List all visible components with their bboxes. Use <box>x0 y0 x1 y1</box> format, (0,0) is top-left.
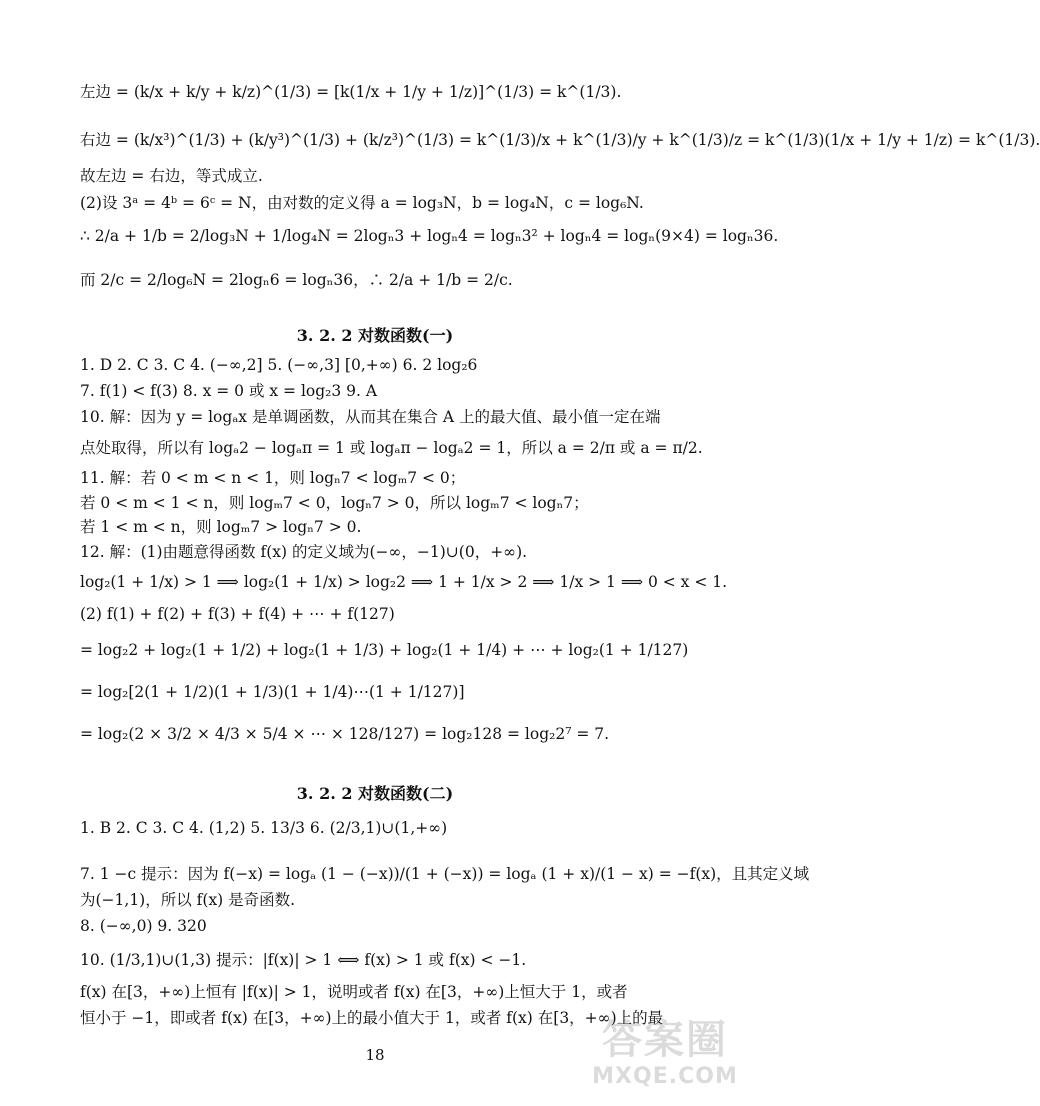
s1-q12-line-2: log₂(1 + 1/x) > 1 ⟹ log₂(1 + 1/x) > log₂2 ⟹ 1 + 1/x > 2 ⟹ 1/x > 1 ⟹ 0 < x < 1. <box>80 573 728 591</box>
s1-q12-line-5: = log₂[2(1 + 1/2)(1 + 1/3)(1 + 1/4)⋯(1 + 1/127)] <box>80 683 465 701</box>
section-heading-1: 3. 2. 2 对数函数(一) <box>296 326 454 345</box>
part2-derivation-line: ∴ 2/a + 1/b = 2/log₃N + 1/log₄N = 2logₙ3 + logₙ4 = logₙ3² + logₙ4 = logₙ(9×4) = logₙ36. <box>80 227 779 245</box>
watermark-text: 答案圈 <box>602 1017 728 1063</box>
s1-answers-7-9: 7. f(1) < f(3) 8. x = 0 或 x = log₂3 9. A <box>80 382 378 400</box>
s1-q12-line-6: = log₂(2 × 3/2 × 4/3 × 5/4 × ⋯ × 128/127) = log₂128 = log₂2⁷ = 7. <box>80 725 610 743</box>
watermark-logo <box>590 1008 740 1098</box>
page-number: 18 <box>365 1046 385 1064</box>
s1-q12-line-3: (2) f(1) + f(2) + f(3) + f(4) + ⋯ + f(127) <box>80 605 395 623</box>
section-heading-2: 3. 2. 2 对数函数(二) <box>296 784 454 803</box>
s1-q12-line-1: 12. 解：(1)由题意得函数 f(x) 的定义域为(−∞，−1)∪(0，+∞). <box>80 543 528 561</box>
proof-conclusion-line: 故左边 = 右边，等式成立. <box>80 167 263 185</box>
part2-setup-line: (2)设 3ᵃ = 4ᵇ = 6ᶜ = N，由对数的定义得 a = log₃N，b = log₄N，c = log₆N. <box>80 194 644 212</box>
watermark-url: MXQE.COM <box>592 1064 738 1089</box>
s1-q12-line-4: = log₂2 + log₂(1 + 1/2) + log₂(1 + 1/3) + log₂(1 + 1/4) + ⋯ + log₂(1 + 1/127) <box>80 641 689 659</box>
proof-right-side-line: 右边 = (k/x³)^(1/3) + (k/y³)^(1/3) + (k/z³)^(1/3) = k^(1/3)/x + k^(1/3)/y + k^(1/3)/z = k^(1/3)(1/x + 1/y + 1/z) = k^(1/3). <box>80 131 1040 149</box>
s2-q7-line-2: 为(−1,1)，所以 f(x) 是奇函数. <box>80 891 296 909</box>
s2-answers-1-6: 1. B 2. C 3. C 4. (1,2) 5. 13/3 6. (2/3,1)∪(1,+∞) <box>80 819 448 837</box>
s1-q10-line-1: 10. 解：因为 y = logₐx 是单调函数，从而其在集合 A 上的最大值、最小值一定在端 <box>80 408 661 426</box>
s1-q11-line-2: 若 0 < m < 1 < n，则 logₘ7 < 0，logₙ7 > 0，所以 logₘ7 < logₙ7； <box>80 494 589 512</box>
s2-q10-line-3: 恒小于 −1，即或者 f(x) 在[3，+∞)上的最小值大于 1，或者 f(x) 在[3，+∞)上的最 <box>80 1009 664 1027</box>
s2-q10-line-2: f(x) 在[3，+∞)上恒有 |f(x)| > 1，说明或者 f(x) 在[3，+∞)上恒大于 1，或者 <box>80 983 628 1001</box>
s1-answers-1-6: 1. D 2. C 3. C 4. (−∞,2] 5. (−∞,3] [0,+∞) 6. 2 log₂6 <box>80 356 478 374</box>
s1-q11-line-3: 若 1 < m < n，则 logₘ7 > logₙ7 > 0. <box>80 518 362 536</box>
part2-final-line: 而 2/c = 2/log₆N = 2logₙ6 = logₙ36，∴ 2/a + 1/b = 2/c. <box>80 271 513 289</box>
proof-left-side-line: 左边 = (k/x + k/y + k/z)^(1/3) = [k(1/x + 1/y + 1/z)]^(1/3) = k^(1/3). <box>80 83 622 101</box>
s2-q10-line-1: 10. (1/3,1)∪(1,3) 提示：|f(x)| > 1 ⟺ f(x) > 1 或 f(x) < −1. <box>80 951 527 969</box>
s2-answers-8-9: 8. (−∞,0) 9. 320 <box>80 917 207 935</box>
s2-q7-line-1: 7. 1 −c 提示：因为 f(−x) = logₐ (1 − (−x))/(1 + (−x)) = logₐ (1 + x)/(1 − x) = −f(x)，且其定义域 <box>80 865 810 883</box>
s1-q10-line-2: 点处取得，所以有 logₐ2 − logₐπ = 1 或 logₐπ − logₐ2 = 1，所以 a = 2/π 或 a = π/2. <box>80 439 703 457</box>
s1-q11-line-1: 11. 解：若 0 < m < n < 1，则 logₙ7 < logₘ7 < 0； <box>80 469 466 487</box>
